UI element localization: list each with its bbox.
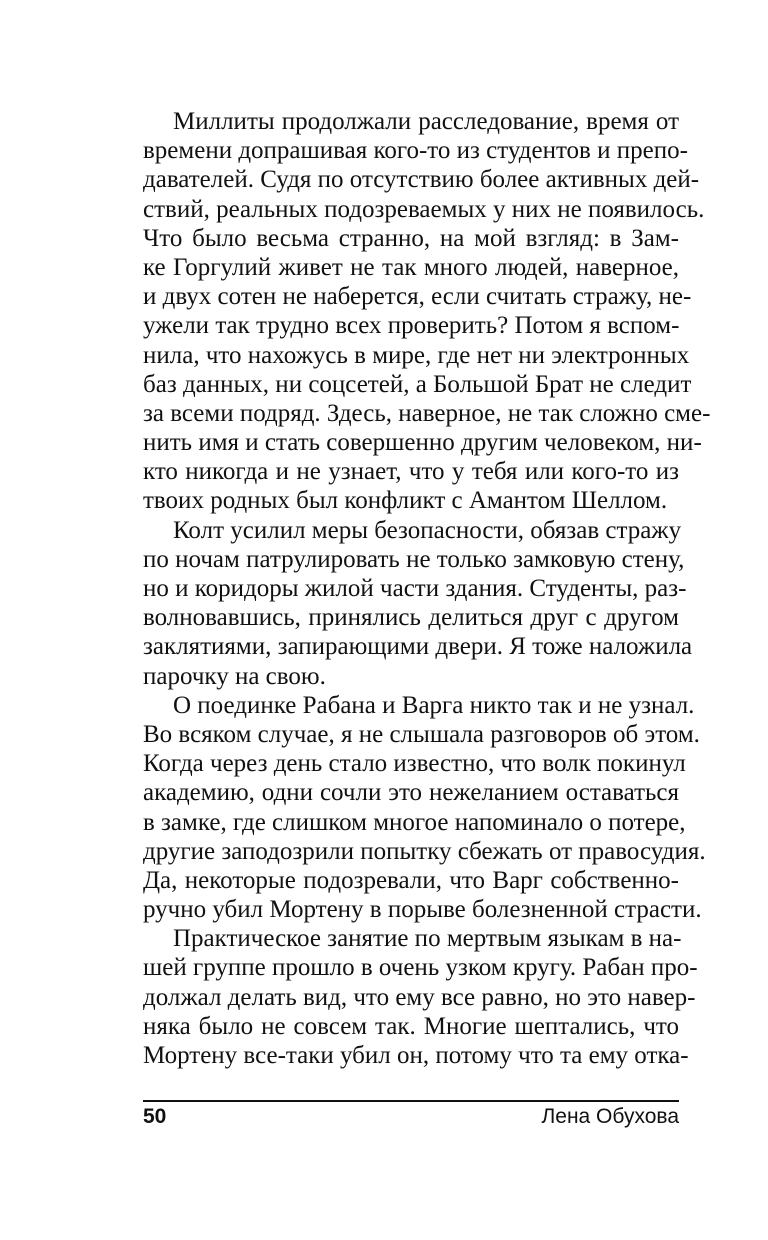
text-line: Что было весьма странно, на мой взгляд: в Зам- <box>143 224 679 252</box>
text-line: Во всяком случае, я не слышала разговоров об этом. <box>143 720 700 748</box>
text-line: заклятиями, запирающими двери. Я тоже наложила <box>143 633 693 661</box>
text-line: по ночам патрулировать не только замковую стену, <box>143 545 685 573</box>
text-line: шей группе прошло в очень узком кругу. Рабан про- <box>143 954 698 982</box>
text-line: баз данных, ни соцсетей, а Большой Брат не следит <box>143 370 692 398</box>
paragraph <box>143 924 698 1070</box>
text-line: ствий, реальных подозреваемых у них не появилось. <box>143 195 705 223</box>
text-line: другие заподозрили попытку сбежать от правосудия. <box>143 837 706 865</box>
paragraph <box>143 516 693 691</box>
text-line: академию, одни сочли это нежеланием оставаться <box>143 779 679 807</box>
text-line: нить имя и стать совершенно другим человеком, ни- <box>143 429 702 457</box>
text-line: нила, что нахожусь в мире, где нет ни электронных <box>143 341 690 369</box>
text-line: времени допрашивая кого-то из студентов и препо- <box>143 137 688 165</box>
text-line: ке Горгулий живет не так много людей, наверное, <box>143 253 679 281</box>
text-line: должал делать вид, что ему все равно, но это навер- <box>143 983 696 1011</box>
text-line: волновавшись, принялись делиться друг с другом <box>143 604 679 632</box>
text-line: и двух сотен не наберется, если считать стражу, не- <box>143 283 692 311</box>
paragraph <box>143 691 706 925</box>
text-line: ужели так трудно всех проверить? Потом я вспом- <box>143 312 680 340</box>
text-line: Мортену все-таки убил он, потому что та ему отка- <box>143 1042 689 1069</box>
text-line: кто никогда и не узнает, что у тебя или кого-то из <box>143 458 679 486</box>
text-line: но и коридоры жилой части здания. Студенты, раз- <box>143 575 687 602</box>
text-line: О поединке Рабана и Варга никто так и не узнал. <box>173 691 695 719</box>
text-line: Практическое занятие по мертвым языкам в на- <box>173 925 682 953</box>
text-line: Когда через день стало известно, что волк покинул <box>143 750 686 778</box>
text-line: ручно убил Мортену в порыве болезненной страсти. <box>143 896 702 924</box>
running-footer-author: Лена Обухова <box>541 1105 679 1128</box>
text-line: за всеми подряд. Здесь, наверное, не так сложно сме- <box>143 399 711 427</box>
paragraph <box>143 107 711 516</box>
body-text <box>143 107 711 1070</box>
text-line: Миллиты продолжали расследование, время от <box>173 108 679 135</box>
text-line: в замке, где слишком многое напоминало о потере, <box>143 808 686 836</box>
text-line: няка было не совсем так. Многие шептались, что <box>143 1012 679 1040</box>
text-line: Колт усилил меры безопасности, обязав стражу <box>173 516 682 544</box>
text-line: твоих родных был конфликт с Амантом Шеллом. <box>143 487 668 515</box>
text-line: парочку на свою. <box>143 662 326 690</box>
text-line: давателей. Судя по отсутствию более активных дей- <box>143 166 700 194</box>
page-number: 50 <box>143 1105 167 1128</box>
text-line: Да, некоторые подозревали, что Варг собственно- <box>143 866 679 894</box>
footer-rule <box>143 1100 679 1102</box>
